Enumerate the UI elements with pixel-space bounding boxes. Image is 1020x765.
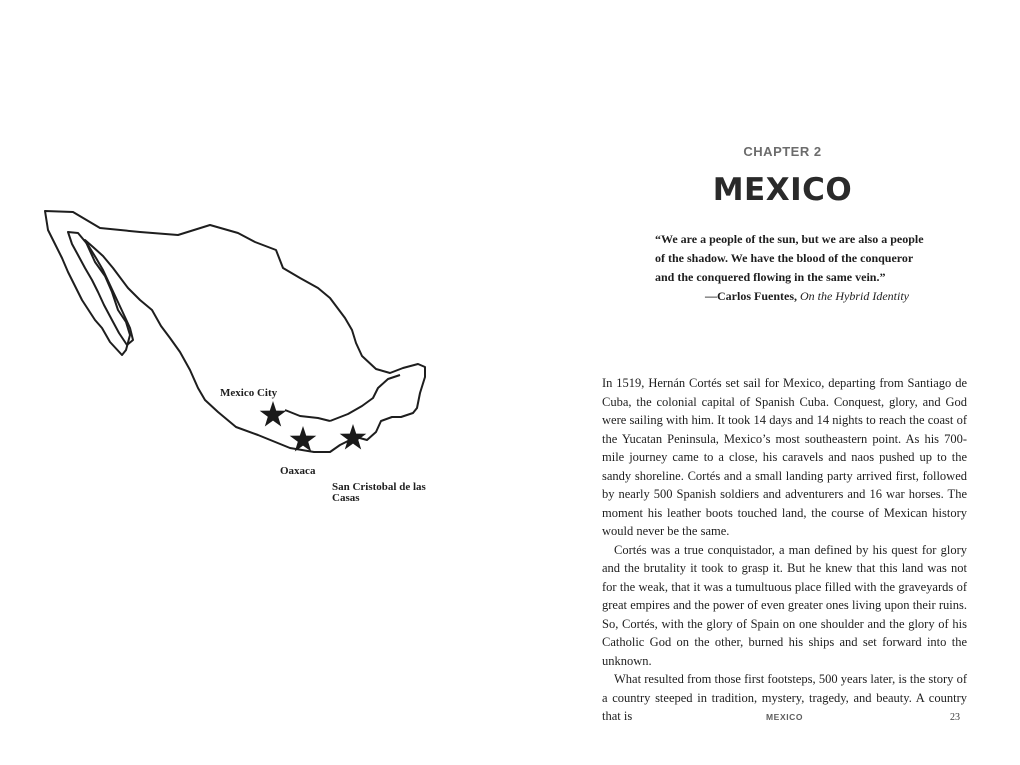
running-head: MEXICO: [766, 712, 804, 722]
yucatan-coast: [285, 375, 400, 421]
map-label-mexico-city: Mexico City: [220, 387, 278, 399]
star-mexico-city: [260, 401, 287, 427]
body-paragraph: In 1519, Hernán Cortés set sail for Mexico, departing from Santiago de Cuba, the colonial capital of Spanish Cuba. Conquest, glory, and God were sailing with him. It took 14 days and 14 nights to reach the coast of the Yucatan Peninsula, Mexico’s most southeastern point. As his 700-mile journey came to a close, his caravels and naos pushed up to the sandy shoreline. Cortés and a small landing party arrived first, followed by nearly 500 Spanish soldiers and adventurers and 16 war horses. The moment his leather boots touched land, the course of Mexican history would never be the same.: [602, 376, 967, 538]
map-label-oaxaca: Oaxaca: [280, 465, 316, 477]
body-text: [602, 374, 967, 726]
chapter-label: CHAPTER 2: [743, 144, 822, 159]
map-label-san-cristobal: San Cristobal de las Casas: [332, 481, 426, 504]
epigraph-line: and the conquered flowing in the same vein.”: [655, 270, 886, 284]
epigraph-attribution: [705, 289, 945, 304]
epigraph-line: of the shadow. We have the blood of the conqueror: [655, 251, 914, 265]
attribution-author: —Carlos Fuentes,: [705, 289, 800, 303]
right-page: [510, 0, 1020, 765]
epigraph-line: “We are a people of the sun, but we are also a people: [655, 232, 924, 246]
attribution-work: On the Hybrid Identity: [800, 289, 909, 303]
body-paragraph: What resulted from those first footsteps, 500 years later, is the story of a country steeped in tradition, mystery, tragedy, and beauty. A country that is: [602, 672, 967, 723]
page-number: 23: [950, 712, 960, 723]
body-paragraph: Cortés was a true conquistador, a man defined by his quest for glory and the brutality it took to grasp it. But he knew that this land was not for the weak, that it was a tumultuous place filled with the graveyards of great empires and the power of even greater ones living upon their ruins. So, Cortés, with the glory of Spain on one shoulder and the glory of his Catholic God on the other, burned his ships and set forward into the unknown.: [602, 542, 967, 668]
mexico-outline: [45, 211, 425, 452]
chapter-title: MEXICO: [712, 172, 853, 208]
baja-peninsula: [68, 232, 133, 345]
star-san-cristobal: [340, 424, 367, 450]
epigraph: [655, 230, 925, 287]
